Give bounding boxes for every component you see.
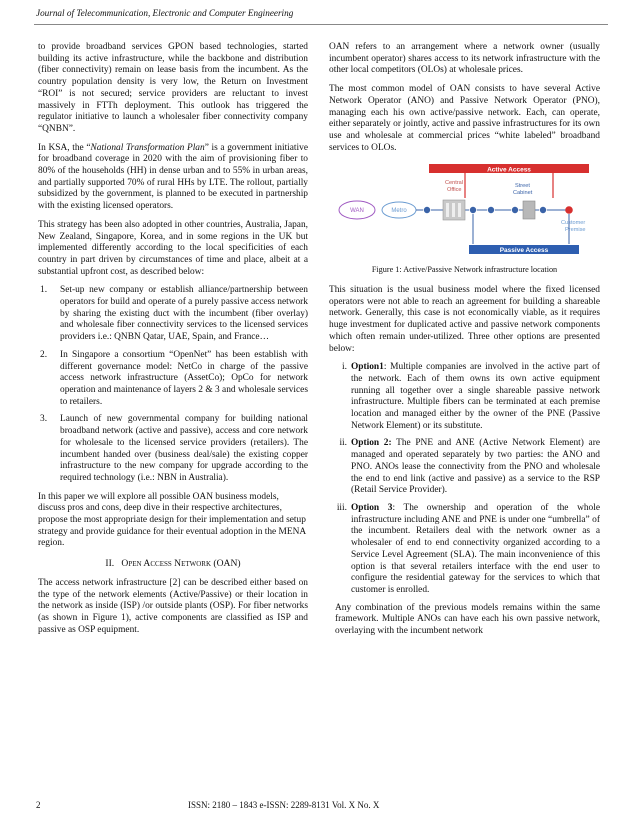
section-heading: II. Open Access Network (OAN) — [105, 558, 241, 570]
figure-1 — [333, 162, 597, 258]
passive-access-label: Passive Access — [499, 247, 549, 255]
list-item: i. Option1: Multiple companies are involved in the active part of the network. Each of them owns its own active equipment running all together over a single shareable passive network infrastructure. Multiple fibers can be terminated at each premise location and managed either by the owner of the PNE (Passive Network Element) or its substitute. — [342, 362, 600, 431]
active-access-label: Active Access — [487, 166, 531, 174]
options-list — [329, 362, 600, 596]
left-column — [38, 42, 308, 643]
list-item: iii. Option 3: The ownership and operation of the whole infrastructure including ANE and PNE is under one “umbrella” of the incumbent. Retailers deal with the network owner as a wholesaler of end to end connectivity organized according to a Service Level Agreement (SLA). The main inconvenience of this option is that several retailers interface with the end user to configure the residential gateway for the services to which that customer is enrolled. — [336, 502, 600, 595]
street-cabinet-label: Street Cabinet — [513, 183, 533, 197]
paragraph: In KSA, the “National Transformation Plan” is a government initiative for broadband coverage in 2020 with the aim of provisioning fiber to 80% of the households (HH) in dense urban and to 55% in urban areas, and partially supported 70% of rural HHs by LTE. The rollout, partially subsidized by the government, is planned to be executed in partnership with the existing licensed operators. — [38, 142, 308, 212]
right-column — [329, 42, 600, 645]
network-diagram — [333, 162, 597, 258]
customer-premise-label: Customer Premise — [561, 220, 586, 234]
journal-header: Journal of Telecommunication, Electronic and Computer Engineering — [36, 8, 294, 18]
paragraph: OAN refers to an arrangement where a network owner (usually incumbent operator) shares access to its network infrastructure with the other local competitors (OLOs) at wholesale prices. — [329, 42, 600, 76]
customer-node — [565, 207, 573, 215]
list-item: 2. In Singapore a consortium “OpenNet” has been establish with different governance model: NetCo in charge of the passive access network infrastructure (AssetCo); OpCo for network operation and maintenance of layers 2 & 3 and wholesale services to retailers. — [40, 349, 308, 407]
paragraph: to provide broadband services GPON based technologies, started building its active infrastructure, while the backbone and distribution (fiber connectivity) remain on lease basis from the incumbent. As the country population density is very low, the Return on Investment “ROI” is not secured; service providers are reluctant to invest massively in FTTh deployment. This outlook has triggered the regulator initiative to launch a wholesaler fiber connectivity company “QNBN”. — [38, 42, 308, 134]
issn-line: ISSN: 2180 – 1843 e-ISSN: 2289-8131 Vol. X No. X — [188, 800, 380, 810]
list-item: ii. Option 2: The PNE and ANE (Active Network Element) are managed and operated separately by two parties: the ANO and PNO. ANOs lease the connectivity from the PNO and wholesale the end to end link (active and passive) as a service to the RSP (Retail Service Provider). — [339, 438, 600, 496]
figure-caption: Figure 1: Active/Passive Network infrastructure location — [371, 265, 558, 275]
central-office-label: Central Office — [445, 180, 464, 194]
page-number: 2 — [36, 800, 41, 810]
street-cabinet-icon — [523, 201, 535, 219]
numbered-list — [38, 285, 308, 484]
paragraph: In this paper we will explore all possible OAN business models, discuss pros and cons, deep dive in their respective architectures, propose the most appropriate design for their implementation and setup strategy and provide guidance for their eventual adoption in the MENA region. — [38, 491, 306, 549]
paragraph: This situation is the usual business model where the fixed licensed operators were not able to reach an agreement for building a shareable network. Generally, this case is not economically viable, as it requires huge investment for duplicated active and passive network components which often remain under-utilized. Three other options are presented below: — [329, 285, 600, 354]
metro-label: Metro — [391, 208, 407, 215]
paragraph: The access network infrastructure [2] can be described either based on the type of the network elements (Active/Passive) or their location in the network as inside (ISP) /or outside plants (OSP). For fiber networks (as shown in Figure 1), active components are classified as ISP and passive as OSP equipment. — [38, 577, 308, 635]
paragraph: Any combination of the previous models remains within the same framework. Multiple ANOs can have each his own passive network, overlaying with the incumbent network — [335, 602, 600, 637]
list-item: 1. Set-up new company or establish alliance/partnership between operators for build and operate of a purely passive access network by sharing the existing duct with the incumbent (fiber overlay) and wholesale fiber connectivity services to the licensed services providers i.e.: QNBN Qatar, UAE, Spain, and France… — [40, 285, 308, 343]
wan-label: WAN — [350, 208, 364, 215]
paragraph: This strategy has been also adopted in other countries, Australia, Japan, New Zealand, Singapore, Korea, and in some regions in the UK but implemented differently according to the local specificities of each country in part driven by circumstances of time and place, albeit at a substantial upfront cost, as described below: — [38, 219, 308, 277]
header-rule — [34, 24, 608, 25]
list-item: 3. Launch of new governmental company for building national broadband network (active and passive), access and core network for wholesale to the licensed service providers (retailers). The incumbent handed over (business deal/sale) the existing copper infrastructure to the new company for upgrade according to the required technology (i.e.: NBN in Australia). — [40, 414, 308, 483]
paragraph: The most common model of OAN consists to have several Active Network Operator (ANO) and Passive Network Operator (PNO), managing each his own active/passive network. Each, can operate, either separately or jointly, active and passive infrastructures for its own use and wholesale at commercial prices “white labeled” broadband services to OLOs. — [329, 84, 600, 153]
